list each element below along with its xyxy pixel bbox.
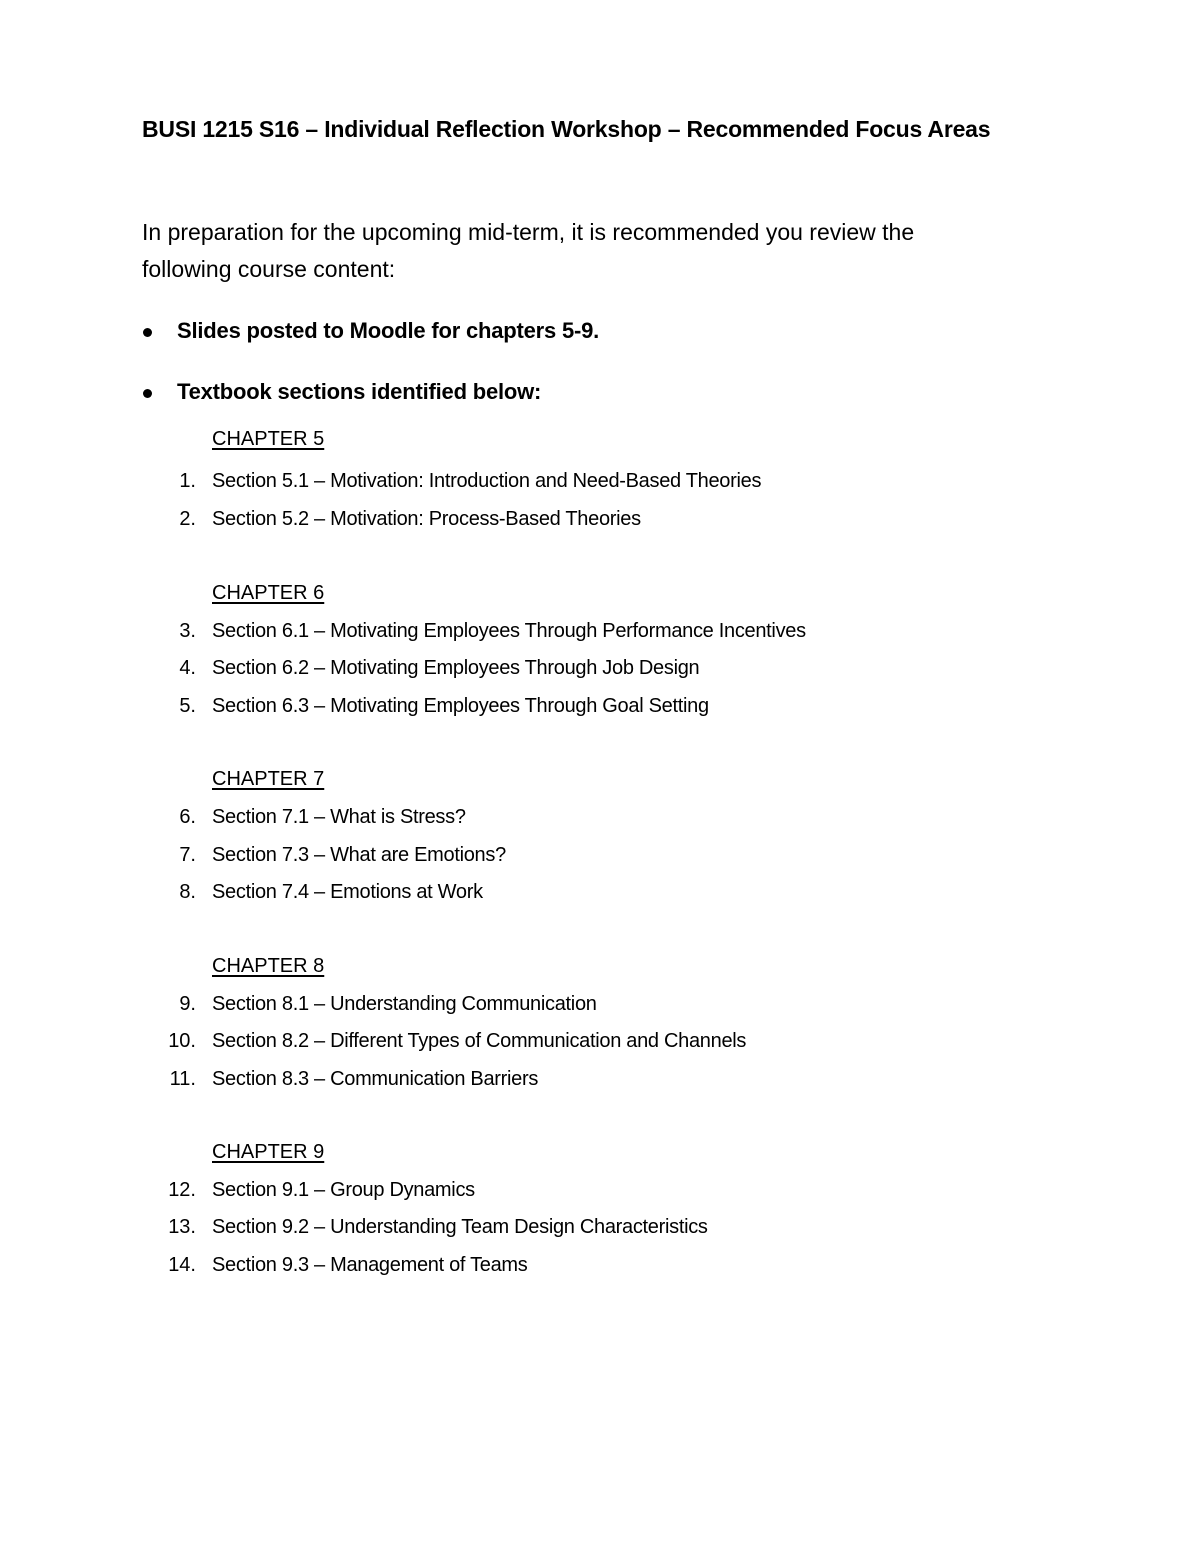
list-number: 1. — [179, 470, 196, 492]
list-number: 8. — [179, 881, 196, 903]
intro-line-1: In preparation for the upcoming mid-term, it is recommended you review the — [142, 219, 915, 245]
list-item: Section 5.2 – Motivation: Process-Based Theories — [212, 508, 641, 530]
list-item: Section 8.1 – Understanding Communication — [212, 993, 597, 1015]
list-item: Section 9.3 – Management of Teams — [212, 1254, 528, 1276]
list-item: Section 8.3 – Communication Barriers — [212, 1068, 539, 1090]
intro-line-2: following course content: — [142, 256, 396, 282]
list-item: Section 6.1 – Motivating Employees Through Performance Incentives — [212, 620, 806, 642]
list-number: 4. — [179, 657, 196, 679]
list-item: Section 8.2 – Different Types of Communication and Channels — [212, 1030, 747, 1052]
list-item: Section 5.1 – Motivation: Introduction and Need-Based Theories — [212, 470, 762, 492]
list-item: Section 9.1 – Group Dynamics — [212, 1179, 475, 1201]
chapter-heading-8: CHAPTER 8 — [212, 955, 325, 977]
list-item: Section 7.4 – Emotions at Work — [212, 881, 483, 903]
list-item: Section 6.3 – Motivating Employees Through Goal Setting — [212, 695, 709, 717]
list-item: Section 7.1 – What is Stress? — [212, 806, 466, 828]
list-number: 2. — [179, 508, 196, 530]
bullet-icon — [143, 389, 152, 398]
list-number: 3. — [179, 620, 196, 642]
list-item: Section 7.3 – What are Emotions? — [212, 844, 506, 866]
list-number: 7. — [179, 844, 196, 866]
bullet-slides: Slides posted to Moodle for chapters 5-9. — [177, 318, 600, 343]
list-number: 10. — [168, 1030, 196, 1052]
document-title: BUSI 1215 S16 – Individual Reflection Workshop – Recommended Focus Areas — [142, 116, 991, 142]
list-item: Section 9.2 – Understanding Team Design Characteristics — [212, 1216, 708, 1238]
list-number: 12. — [168, 1179, 196, 1201]
list-number: 11. — [169, 1068, 196, 1090]
chapter-heading-5: CHAPTER 5 — [212, 428, 325, 450]
bullet-textbook: Textbook sections identified below: — [177, 379, 542, 404]
list-number: 9. — [179, 993, 196, 1015]
list-number: 14. — [168, 1254, 196, 1276]
chapter-heading-7: CHAPTER 7 — [212, 768, 325, 790]
list-number: 5. — [179, 695, 196, 717]
list-number: 13. — [168, 1216, 196, 1238]
list-number: 6. — [179, 806, 196, 828]
chapter-heading-6: CHAPTER 6 — [212, 582, 325, 604]
chapter-heading-9: CHAPTER 9 — [212, 1141, 325, 1163]
bullet-icon — [143, 328, 152, 337]
list-item: Section 6.2 – Motivating Employees Through Job Design — [212, 657, 700, 679]
